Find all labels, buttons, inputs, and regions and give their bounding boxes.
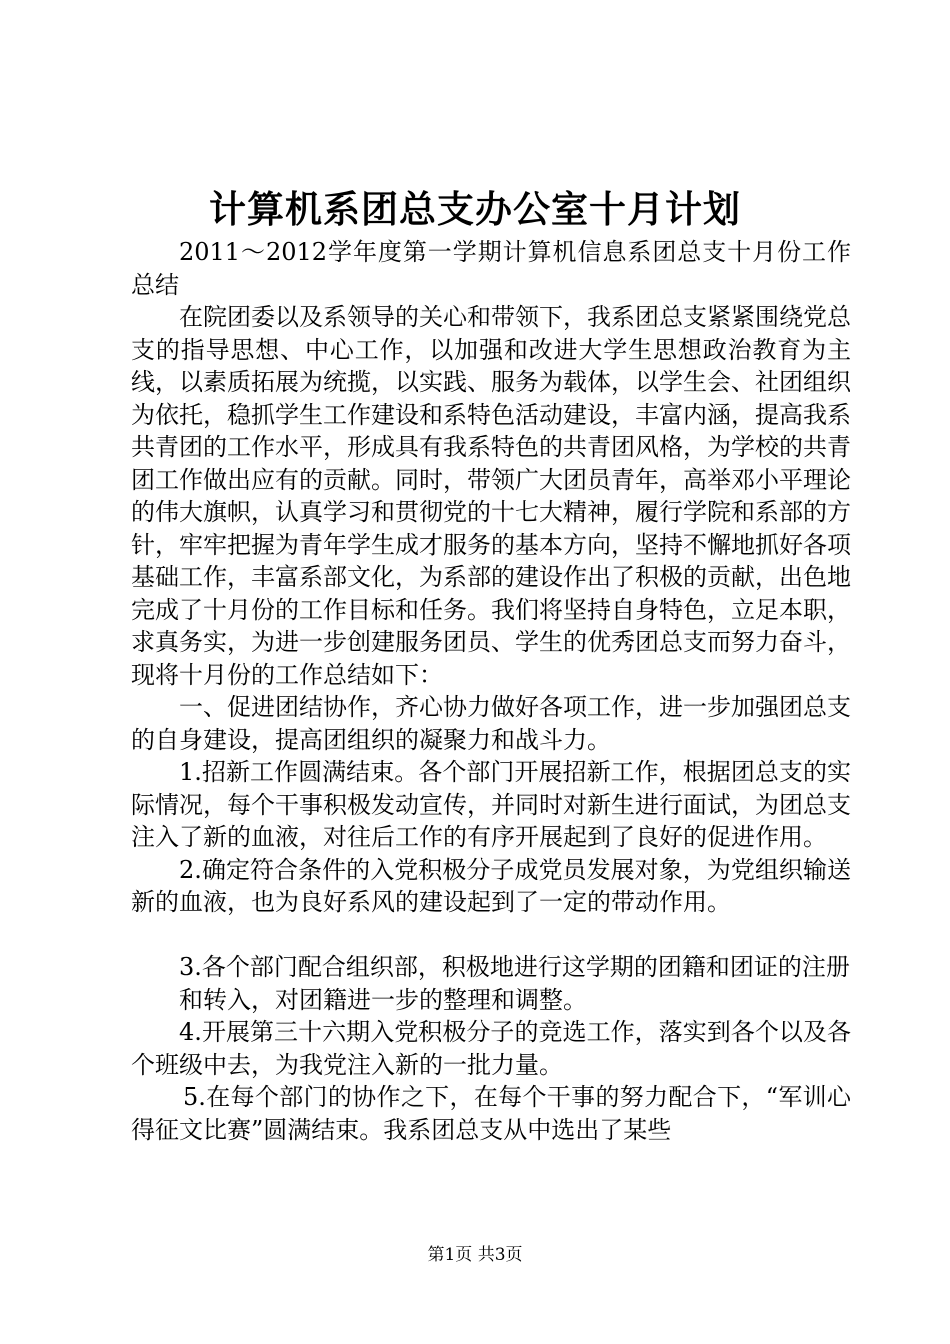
- paragraph-item-3: 3.各个部门配合组织部，积极地进行这学期的团籍和团证的注册: [179, 953, 850, 981]
- paragraph-item-5: 5.在每个部门的协作之下，在每个干事的努力配合下，“军训心得征文比赛”圆满结束。我系团总支从中选出了某些: [131, 1083, 851, 1144]
- paragraph-section-one: 一、促进团结协作，齐心协力做好各项工作，进一步加强团总支的自身建设，提高团组织的凝聚力和战斗力。: [131, 693, 851, 754]
- document-body: [131, 236, 851, 1146]
- paragraph-intro: 在院团委以及系领导的关心和带领下，我系团总支紧紧围绕党总支的指导思想、中心工作，以加强和改进大学生思想政治教育为主线，以素质拓展为统揽，以实践、服务为载体，以学生会、社团组织为依托，稳抓学生工作建设和系特色活动建设，丰富内涵，提高我系共青团的工作水平，形成具有我系特色的共青团风格，为学校的共青团工作做出应有的贡献。同时，带领广大团员青年，高举邓小平理论的伟大旗帜，认真学习和贯彻党的十七大精神，履行学院和系部的方针，牢牢把握为青年学生成才服务的基本方向，坚持不懈地抓好各项基础工作，丰富系部文化，为系部的建设作出了积极的贡献，出色地完成了十月份的工作目标和任务。我们将坚持自身特色，立足本职，求真务实，为进一步创建服务团员、学生的优秀团总支而努力奋斗，现将十月份的工作总结如下：: [131, 303, 851, 689]
- blank-line: [131, 919, 851, 952]
- document-title: 计算机系团总支办公室十月计划: [209, 188, 741, 231]
- paragraph-item-2: 2.确定符合条件的入党积极分子成党员发展对象，为党组织输送新的血液，也为良好系风的建设起到了一定的带动作用。: [131, 855, 851, 916]
- paragraph-item-3-continued: 和转入，对团籍进一步的整理和调整。: [179, 985, 587, 1014]
- paragraph-item-1: 1.招新工作圆满结束。各个部门开展招新工作，根据团总支的实际情况，每个干事积极发动宣传，并同时对新生进行面试，为团总支注入了新的血液，对往后工作的有序开展起到了良好的促进作用。: [131, 758, 851, 851]
- page-footer: 第1页 共3页: [427, 1245, 523, 1265]
- paragraph-heading-line: 2011～2012学年度第一学期计算机信息系团总支十月份工作总结: [131, 238, 851, 299]
- paragraph-item-4: 4.开展第三十六期入党积极分子的竞选工作，落实到各个以及各个班级中去，为我党注入新的一批力量。: [131, 1018, 851, 1079]
